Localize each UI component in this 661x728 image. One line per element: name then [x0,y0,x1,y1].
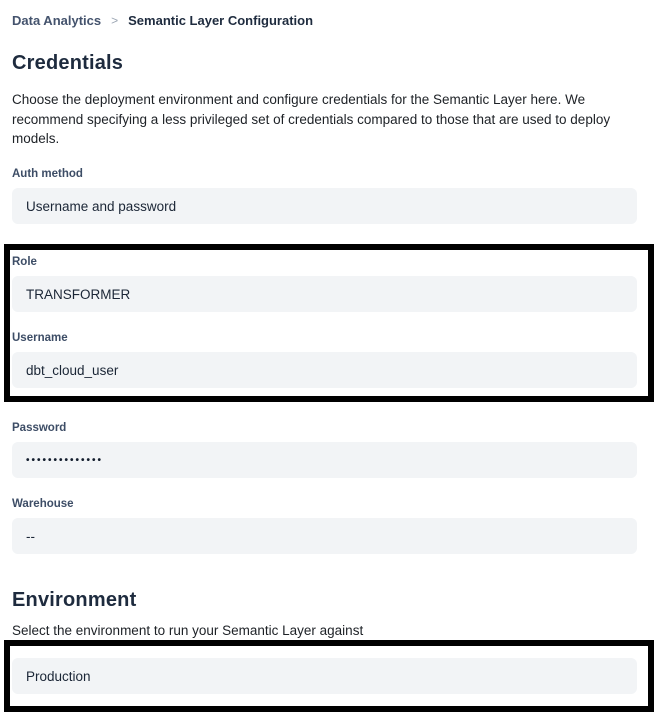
auth-method-value: Username and password [26,198,177,214]
password-input[interactable] [12,442,637,478]
role-input[interactable] [12,276,637,312]
breadcrumb [12,13,661,28]
environment-select[interactable] [12,658,637,694]
environment-description: Select the environment to run your Semantic Layer against [12,623,364,639]
username-input[interactable] [12,352,637,388]
environment-section-title: Environment [12,589,137,612]
username-label: Username [12,332,68,345]
auth-method-field-group [12,168,637,224]
auth-method-label: Auth method [12,168,83,181]
warehouse-label: Warehouse [12,498,74,511]
role-field-group [12,256,637,312]
credentials-form [0,168,661,554]
username-field-group [12,332,637,388]
highlight-box-environment [4,640,654,712]
password-field-group [12,422,637,478]
password-masked-value: •••••••••••••• [26,454,104,466]
credentials-description: Choose the deployment environment and configure credentials for the Semantic Layer here. We recommend specifying a less privileged set of credentials compared to those that are used to deploy models. [12,92,611,147]
role-value: TRANSFORMER [26,286,131,302]
warehouse-input[interactable] [12,518,637,554]
highlight-box-role-username [4,244,654,402]
chevron-right-icon: > [111,13,119,27]
password-label: Password [12,422,67,435]
role-label: Role [12,256,37,269]
credentials-section-title: Credentials [12,52,124,74]
breadcrumb-item-semantic-layer-configuration: Semantic Layer Configuration [128,13,314,28]
environment-value: Production [26,668,91,684]
breadcrumb-item-data-analytics[interactable]: Data Analytics [12,13,102,28]
auth-method-select[interactable] [12,188,637,224]
warehouse-field-group [12,498,637,554]
warehouse-value: -- [26,528,35,544]
username-value: dbt_cloud_user [26,362,119,378]
environment-field-group [12,658,637,694]
